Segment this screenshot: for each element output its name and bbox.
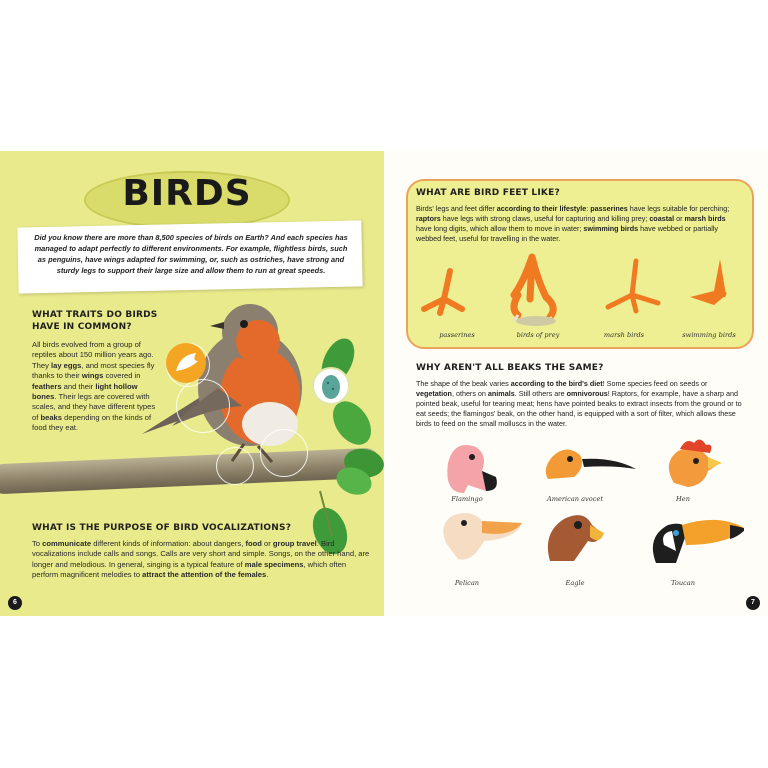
caption-marsh-birds: marsh birds bbox=[603, 331, 645, 339]
eagle-head-icon bbox=[548, 515, 604, 561]
caption-pelican: Pelican bbox=[454, 579, 480, 587]
traits-paragraph: All birds evolved from a group of reptiles about 150 million years ago. They lay eggs, and most species fly thanks to their wings covered in feathers and their light hollow bones. Their legs are covered with scales, and they have different types of beaks depending on the kinds of food they eat. bbox=[32, 340, 156, 433]
callout-ring-body bbox=[176, 379, 230, 433]
right-page bbox=[384, 151, 768, 616]
wing-icon bbox=[166, 343, 206, 383]
caption-swimming-birds: swimming birds bbox=[682, 331, 736, 339]
wing-feather-badge bbox=[166, 343, 206, 383]
callout-ring-feet bbox=[260, 429, 308, 477]
flamingo-head-icon bbox=[447, 445, 497, 493]
left-page bbox=[0, 151, 384, 616]
caption-birds-of-prey: birds of prey bbox=[516, 331, 560, 339]
page-number-right: 7 bbox=[746, 596, 760, 610]
feet-illustrations bbox=[414, 251, 754, 331]
intro-text: Did you know there are more than 8,500 species of birds on Earth? And each species has managed to adapt perfectly to different environments. For example, flightless birds, such as penguins, have wings adapted for swimming, or, such as ostriches, have strong and sturdy legs to support their large size and allow them to run at great speeds. bbox=[34, 233, 348, 275]
caption-american-avocet: American avocet bbox=[546, 495, 603, 503]
beaks-heading: WHY AREN'T ALL BEAKS THE SAME? bbox=[416, 363, 604, 373]
vocalizations-heading: WHAT IS THE PURPOSE OF BIRD VOCALIZATIONS? bbox=[32, 523, 292, 533]
caption-eagle: Eagle bbox=[565, 579, 585, 587]
feet-heading: WHAT ARE BIRD FEET LIKE? bbox=[416, 188, 560, 198]
page-number-left: 6 bbox=[8, 596, 22, 610]
callout-ring-head bbox=[216, 447, 254, 485]
caption-toucan: Toucan bbox=[671, 579, 695, 587]
toucan-head-icon bbox=[653, 520, 744, 563]
egg-badge bbox=[312, 367, 350, 405]
beaks-paragraph: The shape of the beak varies according to the bird's diet! Some species feed on seeds or vegetation, others on animals. Still others are omnivorous! Raptors, for example, have a sharp and pointed beak, useful for tearing meat; hens have pointed beaks to extract insects from the ground or to eat seeds; the flamingos' beak, on the other hand, is equipped with a sort of filter, which allows these birds to feed on the small molluscs in the water. bbox=[416, 379, 742, 428]
feet-paragraph: Birds' legs and feet differ according to their lifestyle: passerines have legs suitable for perching; raptors have legs with strong claws, useful for capturing and killing prey; coastal or marsh birds have long digits, which allow them to move in water; swimming birds have webbed or partially webbed feet, useful for travelling in the water. bbox=[416, 204, 730, 243]
raptor-foot-icon bbox=[514, 257, 556, 326]
caption-hen: Hen bbox=[676, 495, 690, 503]
caption-flamingo: Flamingo bbox=[451, 495, 483, 503]
traits-heading: WHAT TRAITS DO BIRDS HAVE IN COMMON? bbox=[32, 310, 158, 332]
caption-passerines: passerines bbox=[439, 331, 475, 339]
swimming-foot-icon bbox=[690, 259, 726, 305]
vocalizations-paragraph: To communicate different kinds of information: about dangers, food or group travel. Bird vocalizations include calls and songs. Calls are very short and simple. Songs, on the other hand, are longer and melodious. In general, singing is a typical feature of male specimens, which often perform magnificent melodies to attract the attention of the females. bbox=[32, 539, 370, 580]
passerine-foot-icon bbox=[424, 271, 462, 313]
hen-head-icon bbox=[669, 439, 722, 487]
beaks-illustrations bbox=[424, 433, 744, 593]
marsh-foot-icon bbox=[608, 261, 658, 311]
egg-icon bbox=[314, 369, 348, 403]
page-title: BIRDS bbox=[122, 173, 252, 214]
avocet-head-icon bbox=[546, 449, 636, 479]
pelican-head-icon bbox=[443, 513, 522, 560]
